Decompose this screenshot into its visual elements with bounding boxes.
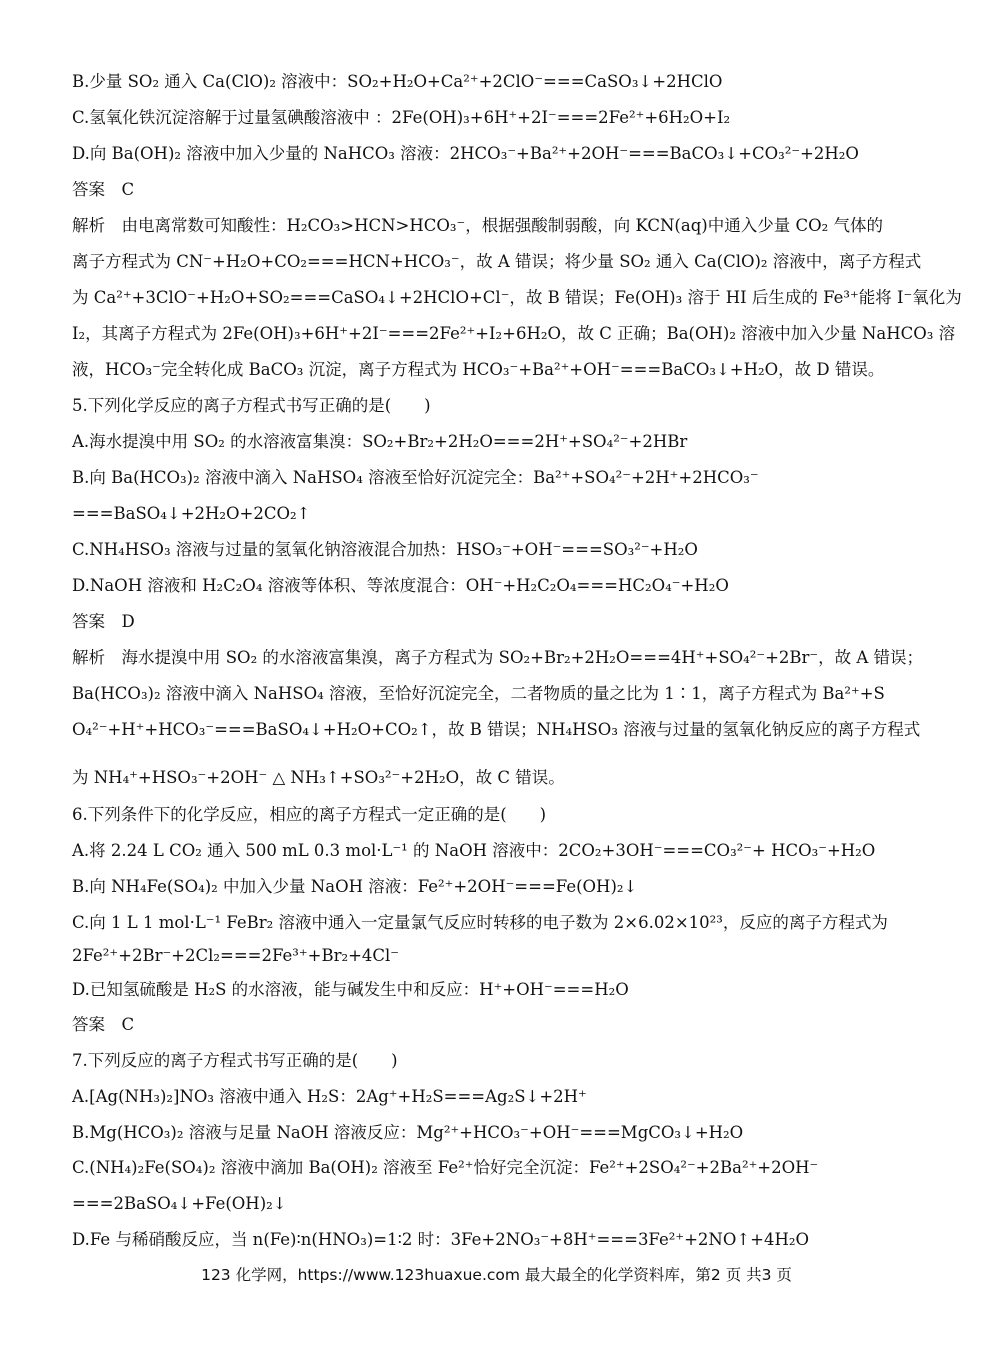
text-line: D.已知氢硫酸是 H₂S 的水溶液，能与碱发生中和反应：H⁺+OH⁻===H₂O bbox=[72, 980, 629, 999]
text-line: B.少量 SO₂ 通入 Ca(ClO)₂ 溶液中：SO₂+H₂O+Ca²⁺+2ClO⁻===CaSO₃↓+2HClO bbox=[72, 72, 723, 91]
answer-line: 答案 C bbox=[72, 1015, 135, 1034]
text-line: 为 NH₄⁺+HSO₃⁻+2OH⁻ △ NH₃↑+SO₃²⁻+2H₂O，故 C 错误。 bbox=[72, 768, 565, 787]
answer-line: 答案 C bbox=[72, 180, 135, 199]
page-footer: 123 化学网，https://www.123huaxue.com 最大最全的化学资料库，第2 页 共3 页 bbox=[201, 1266, 792, 1284]
text-line: 2Fe²⁺+2Br⁻+2Cl₂===2Fe³⁺+Br₂+4Cl⁻ bbox=[72, 946, 400, 965]
text-line: O₄²⁻+H⁺+HCO₃⁻===BaSO₄↓+H₂O+CO₂↑，故 B 错误；NH₄HSO₃ 溶液与过量的氢氧化钠反应的离子方程式 bbox=[72, 720, 921, 739]
text-line: D.向 Ba(OH)₂ 溶液中加入少量的 NaHCO₃ 溶液：2HCO₃⁻+Ba²⁺+2OH⁻===BaCO₃↓+CO₃²⁻+2H₂O bbox=[72, 144, 859, 163]
text-line: I₂，其离子方程式为 2Fe(OH)₃+6H⁺+2I⁻===2Fe²⁺+I₂+6H₂O，故 C 正确；Ba(OH)₂ 溶液中加入少量 NaHCO₃ 溶 bbox=[72, 324, 956, 343]
text-line: 解析 由电离常数可知酸性：H₂CO₃>HCN>HCO₃⁻，根据强酸制弱酸，向 KCN(aq)中通入少量 CO₂ 气体的 bbox=[72, 216, 883, 235]
text-line: C.向 1 L 1 mol·L⁻¹ FeBr₂ 溶液中通入一定量氯气反应时转移的电子数为 2×6.02×10²³，反应的离子方程式为 bbox=[72, 913, 888, 932]
text-line: ===BaSO₄↓+2H₂O+2CO₂↑ bbox=[72, 504, 311, 523]
text-line: A.海水提溴中用 SO₂ 的水溶液富集溴：SO₂+Br₂+2H₂O===2H⁺+SO₄²⁻+2HBr bbox=[72, 432, 688, 451]
text-line: Ba(HCO₃)₂ 溶液中滴入 NaHSO₄ 溶液，至恰好沉淀完全，二者物质的量之比为 1∶1，离子方程式为 Ba²⁺+S bbox=[72, 684, 885, 703]
question-title: 6.下列条件下的化学反应，相应的离子方程式一定正确的是( ) bbox=[72, 805, 547, 824]
answer-line: 答案 D bbox=[72, 612, 135, 631]
text-line: D.NaOH 溶液和 H₂C₂O₄ 溶液等体积、等浓度混合：OH⁻+H₂C₂O₄===HC₂O₄⁻+H₂O bbox=[72, 576, 729, 595]
text-line: C.(NH₄)₂Fe(SO₄)₂ 溶液中滴加 Ba(OH)₂ 溶液至 Fe²⁺恰好完全沉淀：Fe²⁺+2SO₄²⁻+2Ba²⁺+2OH⁻ bbox=[72, 1158, 819, 1177]
question-title: 7.下列反应的离子方程式书写正确的是( ) bbox=[72, 1051, 398, 1070]
text-line: 解析 海水提溴中用 SO₂ 的水溶液富集溴，离子方程式为 SO₂+Br₂+2H₂O===4H⁺+SO₄²⁻+2Br⁻，故 A 错误； bbox=[72, 648, 924, 667]
text-line: B.向 Ba(HCO₃)₂ 溶液中滴入 NaHSO₄ 溶液至恰好沉淀完全：Ba²⁺+SO₄²⁻+2H⁺+2HCO₃⁻ bbox=[72, 468, 759, 487]
text-line: D.Fe 与稀硝酸反应，当 n(Fe)∶n(HNO₃)=1∶2 时：3Fe+2NO₃⁻+8H⁺===3Fe²⁺+2NO↑+4H₂O bbox=[72, 1230, 810, 1249]
question-title: 5.下列化学反应的离子方程式书写正确的是( ) bbox=[72, 396, 431, 415]
text-line: C.NH₄HSO₃ 溶液与过量的氢氧化钠溶液混合加热：HSO₃⁻+OH⁻===SO₃²⁻+H₂O bbox=[72, 540, 698, 559]
text-line: C.氢氧化铁沉淀溶解于过量氢碘酸溶液中 ：2Fe(OH)₃+6H⁺+2I⁻===2Fe²⁺+6H₂O+I₂ bbox=[72, 108, 731, 127]
text-line: 离子方程式为 CN⁻+H₂O+CO₂===HCN+HCO₃⁻，故 A 错误；将少量 SO₂ 通入 Ca(ClO)₂ 溶液中，离子方程式 bbox=[72, 252, 922, 271]
text-line: A.[Ag(NH₃)₂]NO₃ 溶液中通入 H₂S：2Ag⁺+H₂S===Ag₂S↓+2H⁺ bbox=[72, 1087, 587, 1106]
text-line: B.Mg(HCO₃)₂ 溶液与足量 NaOH 溶液反应：Mg²⁺+HCO₃⁻+OH⁻===MgCO₃↓+H₂O bbox=[72, 1123, 744, 1142]
text-line: B.向 NH₄Fe(SO₄)₂ 中加入少量 NaOH 溶液：Fe²⁺+2OH⁻===Fe(OH)₂↓ bbox=[72, 877, 638, 896]
text-line: A.将 2.24 L CO₂ 通入 500 mL 0.3 mol·L⁻¹ 的 NaOH 溶液中：2CO₂+3OH⁻===CO₃²⁻+ HCO₃⁻+H₂O bbox=[72, 841, 876, 860]
text-line: ===2BaSO₄↓+Fe(OH)₂↓ bbox=[72, 1194, 287, 1213]
text-line: 液，HCO₃⁻完全转化成 BaCO₃ 沉淀，离子方程式为 HCO₃⁻+Ba²⁺+OH⁻===BaCO₃↓+H₂O，故 D 错误。 bbox=[72, 360, 885, 379]
text-line: 为 Ca²⁺+3ClO⁻+H₂O+SO₂===CaSO₄↓+2HClO+Cl⁻，故 B 错误；Fe(OH)₃ 溶于 HI 后生成的 Fe³⁺能将 I⁻氧化为 bbox=[72, 288, 962, 307]
